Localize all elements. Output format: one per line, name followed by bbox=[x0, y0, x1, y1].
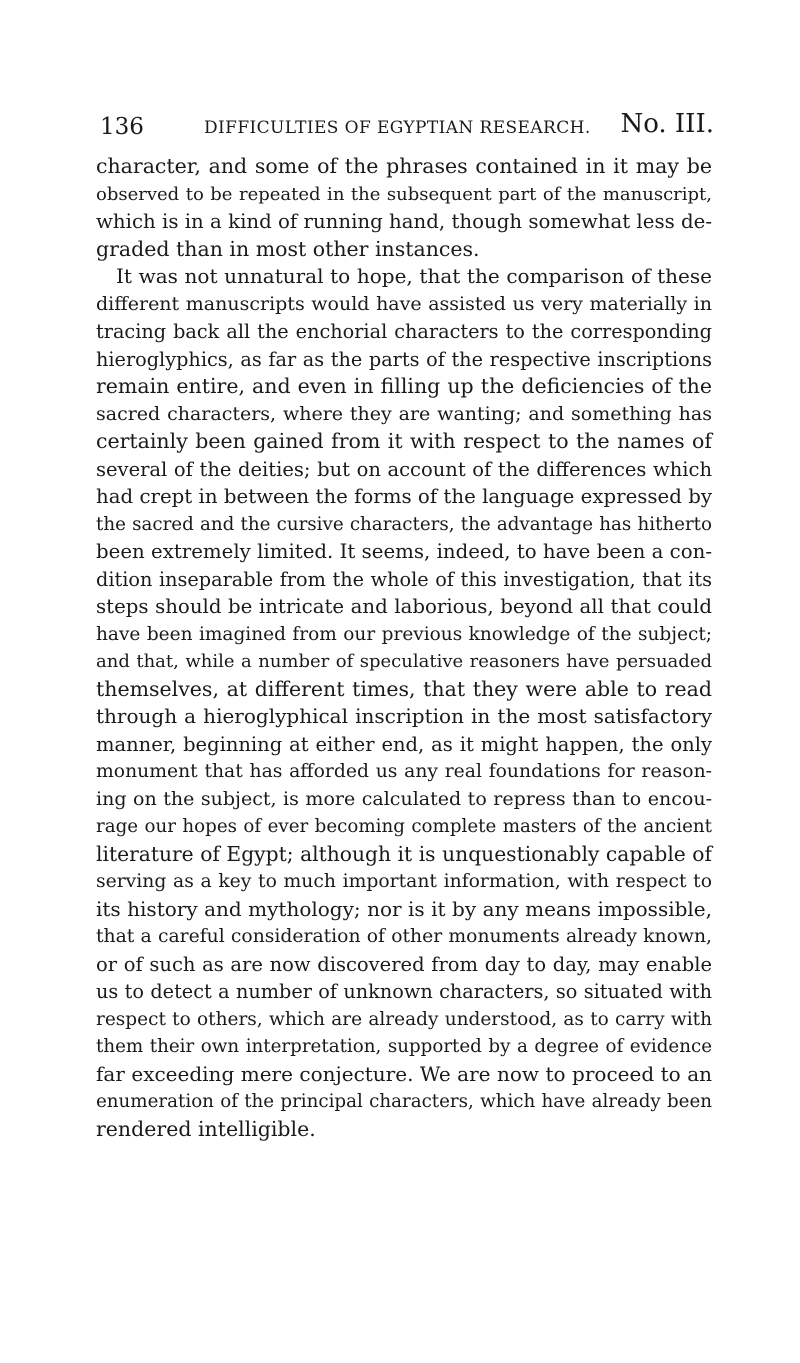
text-line: or of such as are now discovered from day to day, may enable bbox=[96, 952, 712, 976]
text-line: remain entire, and even in filling up the deficiencies of the bbox=[96, 374, 712, 398]
text-line: It was not unnatural to hope, that the comparison of these bbox=[116, 264, 712, 288]
text-line: dition inseparable from the whole of this investigation, that its bbox=[96, 567, 712, 591]
text-line: been extremely limited. It seems, indeed, to have been a con- bbox=[96, 540, 712, 563]
body-text bbox=[96, 153, 712, 1143]
text-line: have been imagined from our previous knowledge of the subject; bbox=[96, 623, 712, 645]
text-line: hieroglyphics, as far as the parts of the respective inscriptions bbox=[96, 347, 712, 371]
text-line: themselves, at different times, that they were able to read bbox=[96, 676, 712, 701]
issue-number: No. III. bbox=[620, 109, 714, 139]
text-line: monument that has afforded us any real foundations for reason- bbox=[96, 761, 712, 782]
text-line: us to detect a number of unknown characters, so situated with bbox=[96, 980, 712, 1003]
text-line: graded than in most other instances. bbox=[96, 236, 480, 261]
text-line: far exceeding mere conjecture. We are now to proceed to an bbox=[96, 1061, 712, 1086]
text-line: different manuscripts would have assisted us very materially in bbox=[96, 292, 712, 315]
text-line: and that, while a number of speculative reasoners have persuaded bbox=[96, 651, 712, 672]
text-line: enumeration of the principal characters, which have already been bbox=[96, 1091, 712, 1112]
text-line: had crept in between the forms of the language expressed by bbox=[96, 485, 712, 508]
running-title: DIFFICULTIES OF EGYPTIAN RESEARCH. bbox=[204, 118, 591, 138]
page-number: 136 bbox=[100, 114, 144, 140]
text-line: them their own interpretation, supported by a degree of evidence bbox=[96, 1036, 712, 1057]
page-header bbox=[100, 110, 714, 144]
text-line: rage our hopes of ever becoming complete masters of the ancient bbox=[96, 816, 712, 837]
text-line: steps should be intricate and laborious, beyond all that could bbox=[96, 595, 712, 618]
text-line: respect to others, which are already understood, as to carry with bbox=[96, 1008, 712, 1030]
text-line: its history and mythology; nor is it by any means impossible, bbox=[96, 896, 712, 921]
text-line: that a careful consideration of other monuments already known, bbox=[96, 926, 712, 947]
text-line: manner, beginning at either end, as it might happen, the only bbox=[96, 732, 712, 756]
text-line: character, and some of the phrases contained in it may be bbox=[96, 154, 712, 178]
text-line: literature of Egypt; although it is unquestionably capable of bbox=[96, 841, 712, 866]
text-line: certainly been gained from it with respect to the names of bbox=[96, 429, 712, 453]
text-line: which is in a kind of running hand, though somewhat less de- bbox=[96, 210, 712, 233]
text-line: tracing back all the enchorial characters to the corresponding bbox=[96, 320, 712, 343]
text-line: through a hieroglyphical inscription in the most satisfactory bbox=[96, 704, 712, 728]
text-line: observed to be repeated in the subsequent part of the manuscript, bbox=[96, 183, 712, 205]
text-line: several of the deities; but on account of the differences which bbox=[96, 457, 712, 481]
text-line: ing on the subject, is more calculated to repress than to encou- bbox=[96, 787, 712, 810]
text-line: serving as a key to much important information, with respect to bbox=[96, 871, 712, 892]
text-line: the sacred and the cursive characters, the advantage has hitherto bbox=[96, 513, 712, 535]
text-line: sacred characters, where they are wanting; and something has bbox=[96, 402, 712, 425]
text-line: rendered intelligible. bbox=[96, 1116, 316, 1141]
